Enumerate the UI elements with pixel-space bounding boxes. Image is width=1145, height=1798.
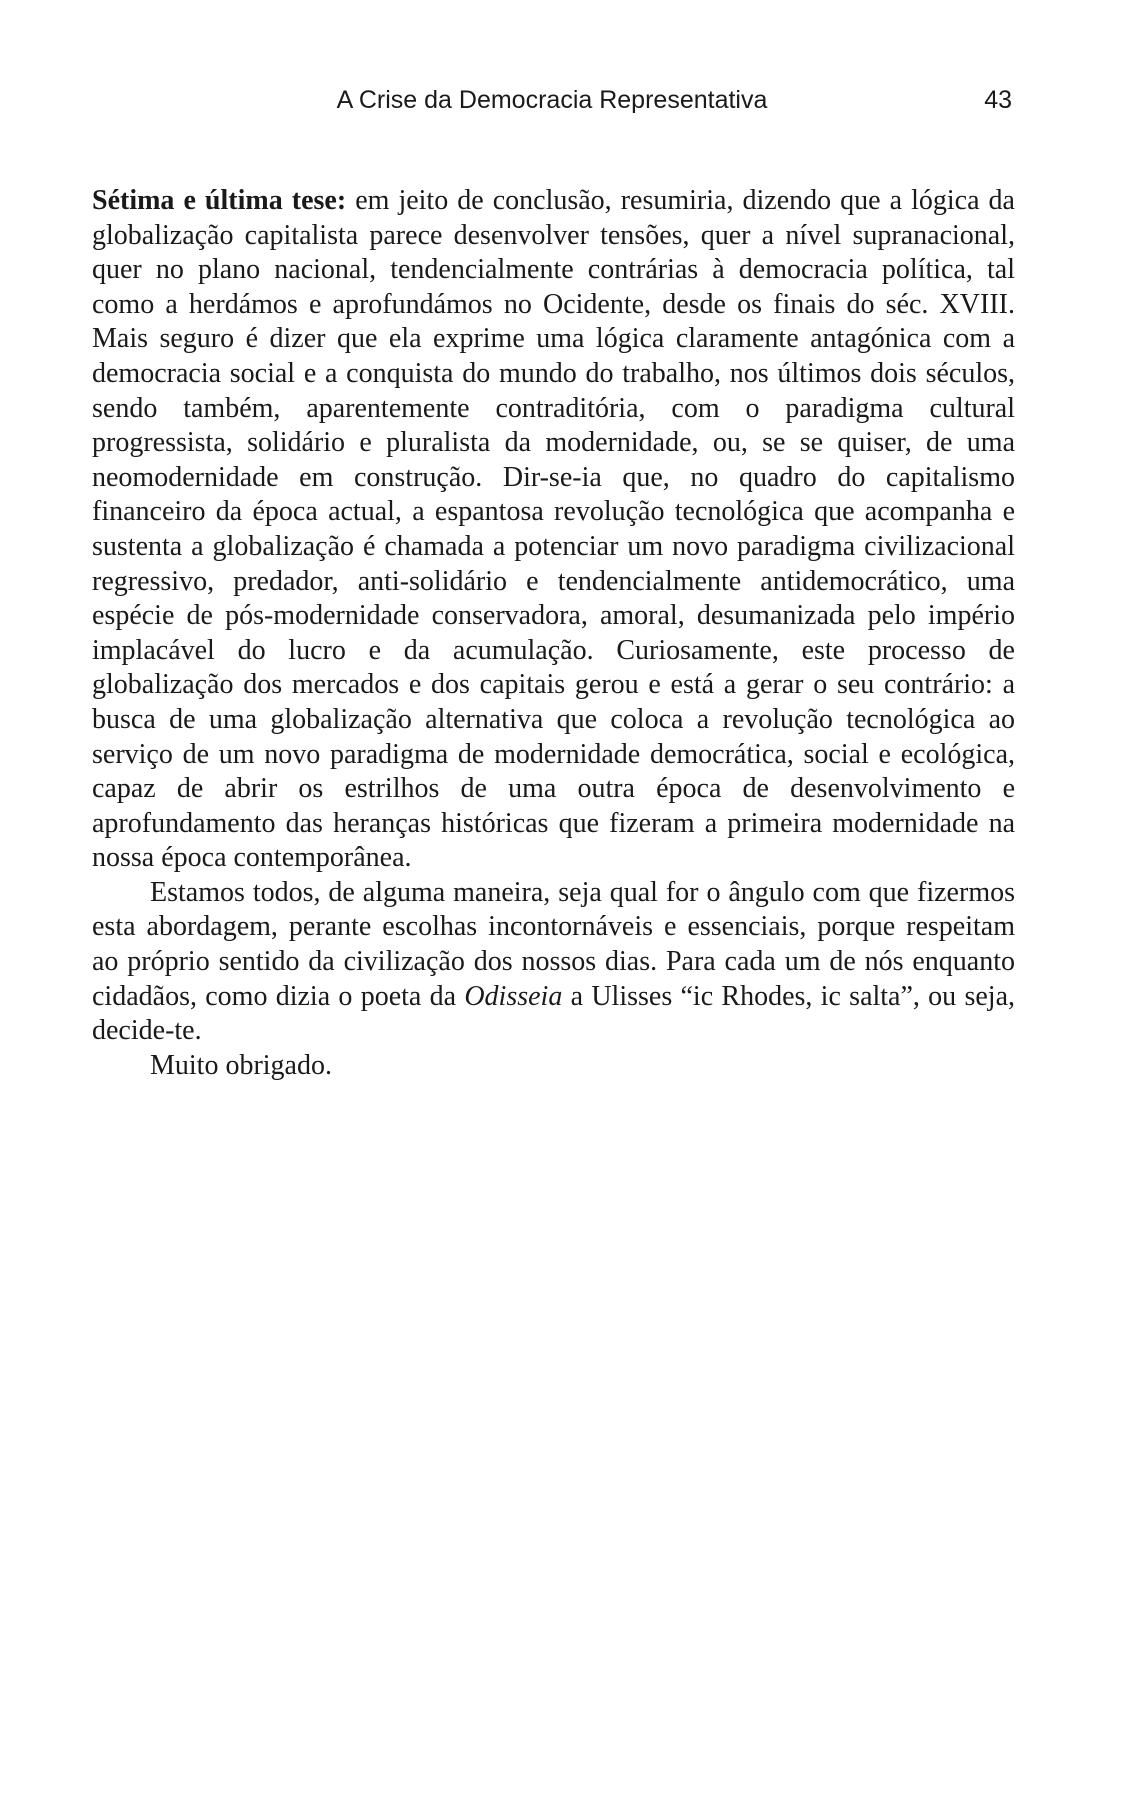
running-title: A Crise da Democracia Representativa bbox=[336, 86, 768, 114]
paragraph-lead-bold: Sétima e última tese: bbox=[92, 185, 347, 216]
page-number: 43 bbox=[984, 86, 1012, 114]
running-head bbox=[92, 80, 1012, 120]
closing-text: Muito obrigado. bbox=[150, 1049, 332, 1081]
paragraph-text: Estamos todos, de alguma maneira, seja qual for o ângulo com que fizermos esta abordagem, perante escolhas incontornáveis e essenciais, porque respeitam ao próprio sentido da civilização dos nossos dias. Para cada um de nós enquanto cidadãos, como dizia o poeta da bbox=[92, 876, 1015, 1012]
body-text bbox=[92, 184, 1015, 1083]
paragraph-text: em jeito de conclusão, resumiria, dizendo que a lógica da globalização capitalista parece desenvolver tensões, quer a nível supranacional, quer no plano nacional, tendencialmente contrárias à democracia política, tal como a herdámos e aprofundámos no Ocidente, desde os finais do séc. XVIII. Mais seguro é dizer que ela exprime uma lógica claramente antagónica com a democracia social e a conquista do mundo do trabalho, nos últimos dois séculos, sendo também, aparentemente contraditória, com o paradigma cultural progressista, solidário e pluralista da modernidade, ou, se se quiser, de uma neomodernidade em construção. Dir-se-ia que, no quadro do capitalismo financeiro da época actual, a espantosa revolução tecnológica que acompanha e sustenta a globalização é chamada a potenciar um novo paradigma civilizacional regressivo, predador, anti-solidário e tendencialmente antidemocrático, uma espécie de pós-modernidade conservadora, amoral, desumanizada pelo império implacável do lucro e da acumulação. Curiosamente, este processo de globalização dos mercados e dos capitais gerou e está a gerar o seu contrário: a busca de uma globalização alternativa que coloca a revolução tecnológica ao serviço de um novo paradigma de modernidade democrática, social e ecológica, capaz de abrir os estrilhos de uma outra época de desenvolvimento e aprofundamento das heranças históricas que fizeram a primeira modernidade na nossa época contemporânea. bbox=[92, 185, 1015, 874]
paragraph-text: a Ulisses “ic Rhodes, ic salta”, ou seja, decide-te. bbox=[92, 980, 1015, 1047]
paragraph-closing-thanks bbox=[92, 1049, 1015, 1084]
italic-title-odisseia: Odisseia bbox=[464, 980, 563, 1012]
paragraph-choices bbox=[92, 876, 1015, 1049]
paragraph-conclusion-thesis bbox=[92, 184, 1015, 876]
